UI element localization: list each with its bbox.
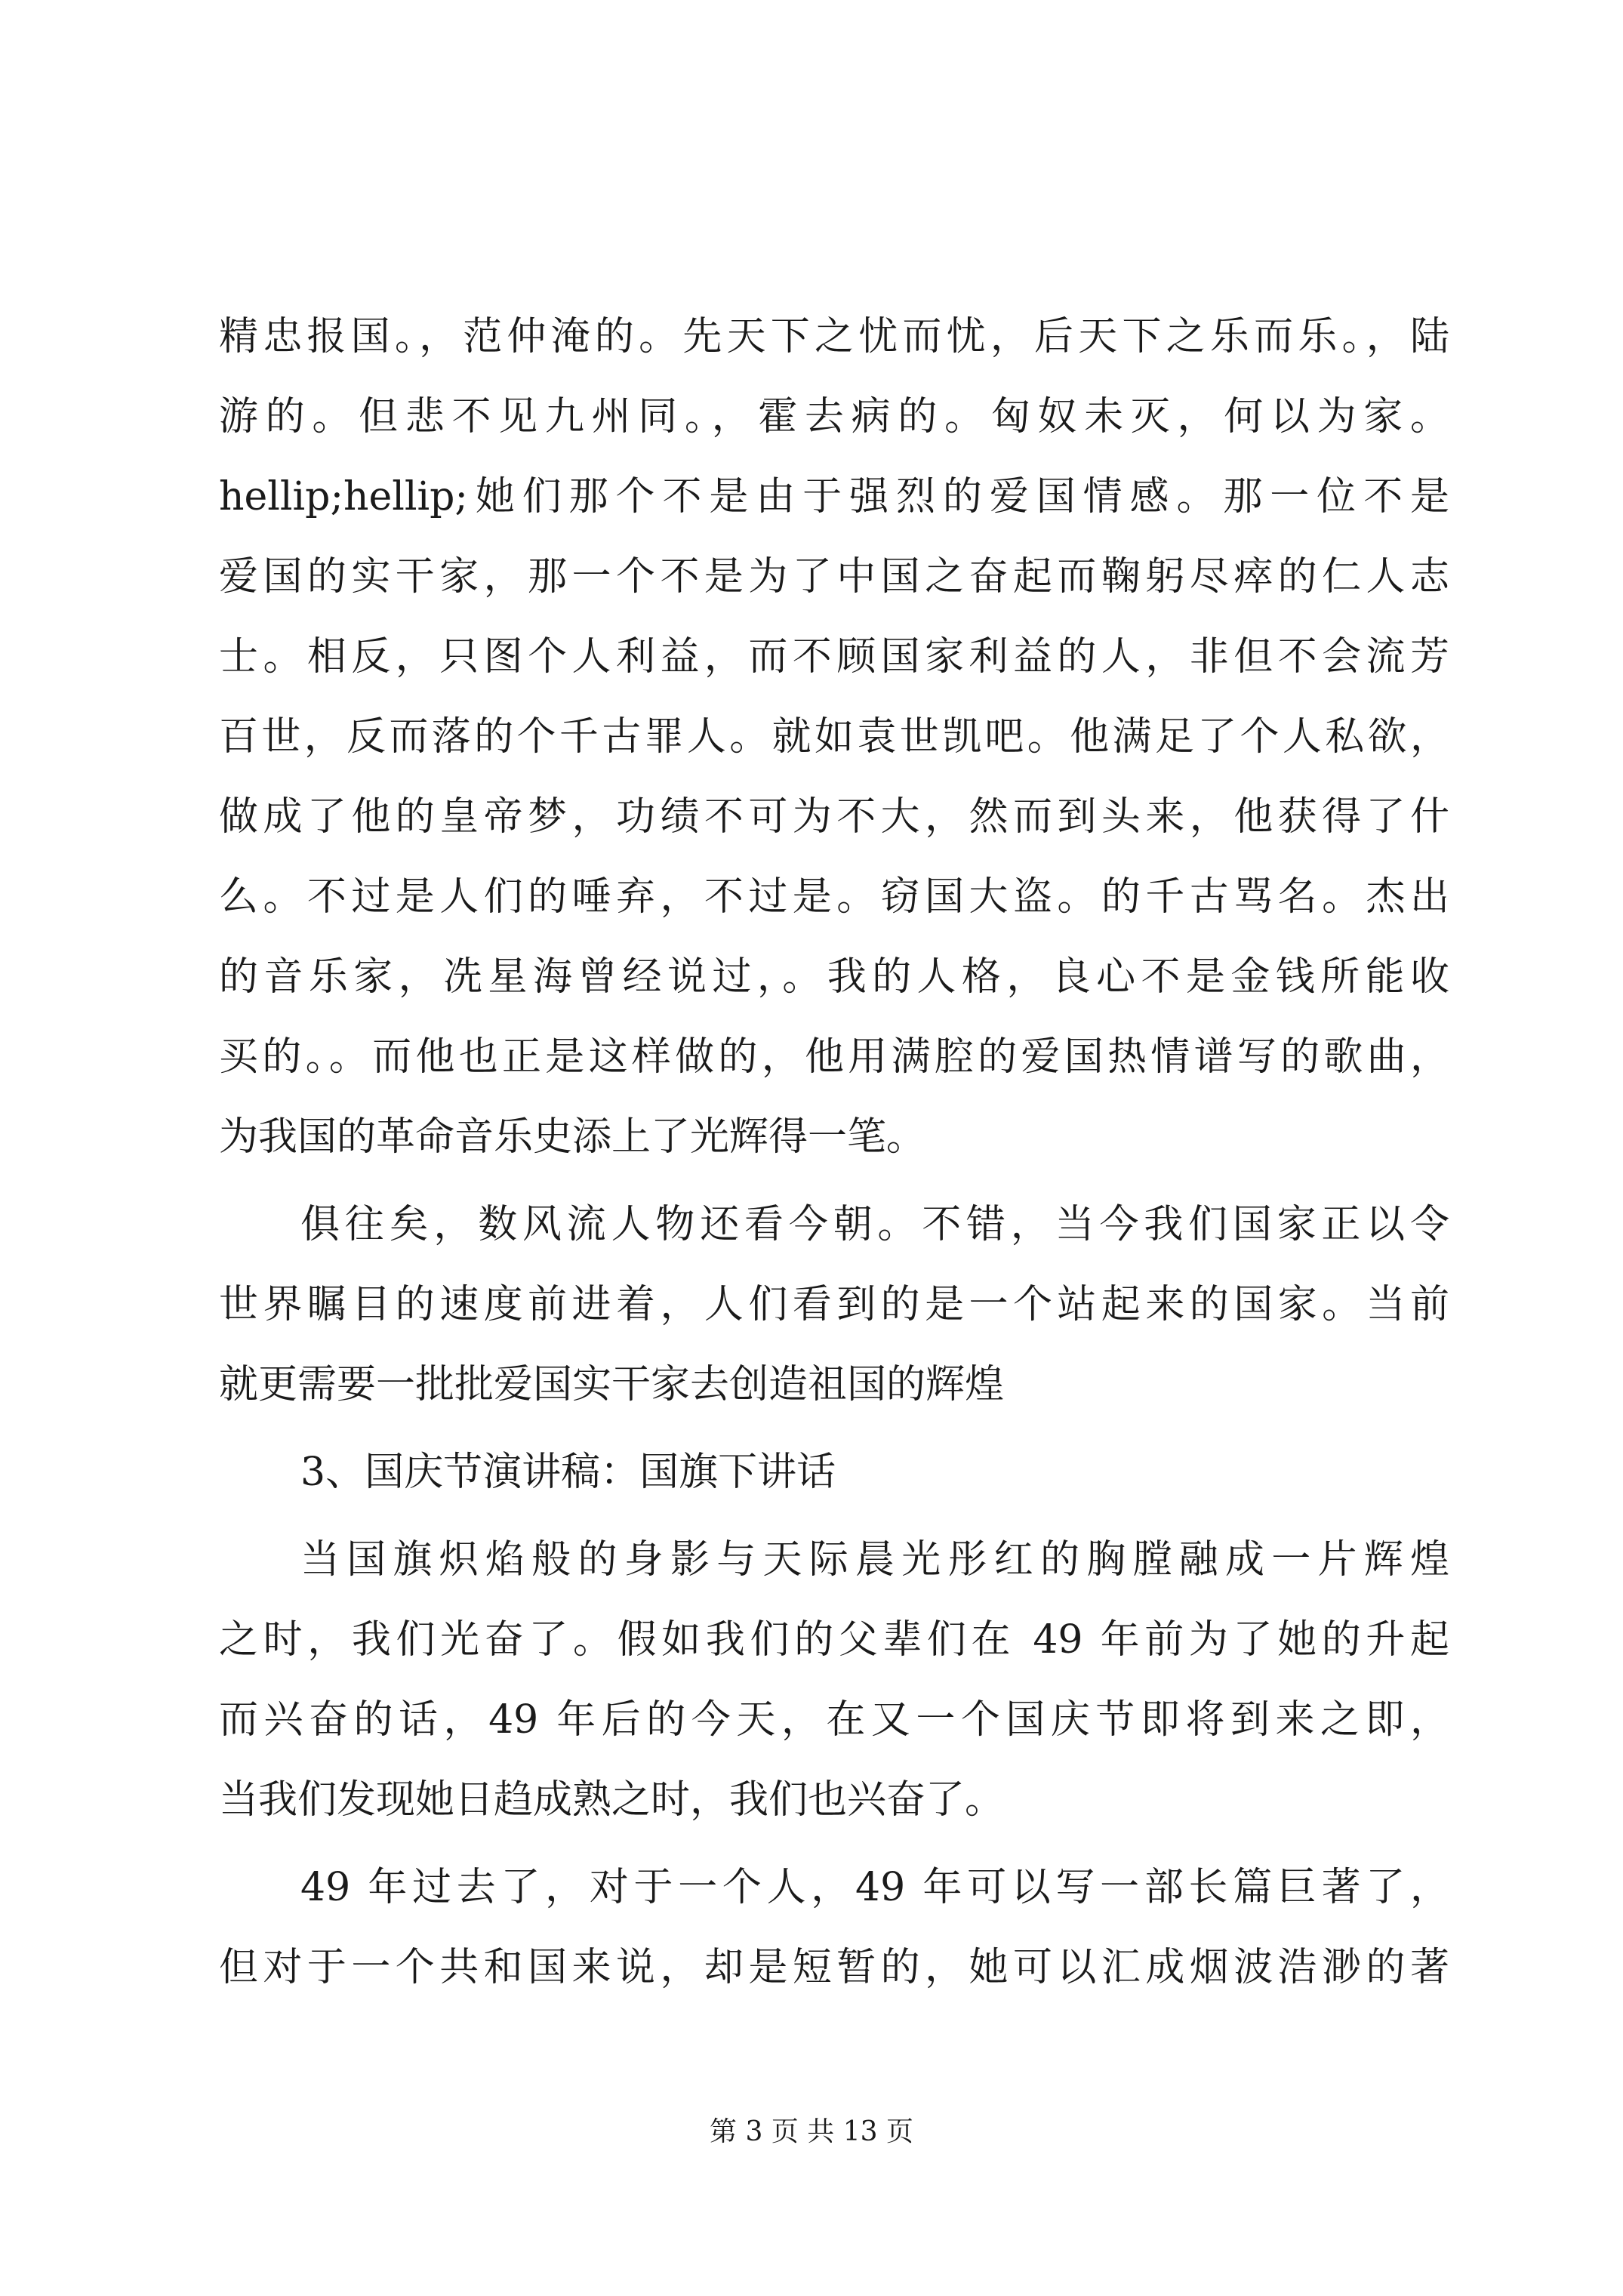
text-line: 49 年过去了，对于一个人，49 年可以写一部长篇巨著了， bbox=[300, 1865, 1449, 1910]
text-line: 精忠报国。，范仲淹的。先天下之忧而忧，后天下之乐而乐。，陆 bbox=[219, 314, 1449, 359]
text-line: 为我国的革命音乐史添上了光辉得一笔。 bbox=[219, 1114, 926, 1160]
text-line: 的音乐家，冼星海曾经说过，。我的人格，良心不是金钱所能收 bbox=[219, 954, 1449, 1000]
text-line: 百世，反而落的个千古罪人。就如袁世凯吧。他满足了个人私欲， bbox=[219, 714, 1449, 760]
section-heading: 3、国庆节演讲稿：国旗下讲话 bbox=[300, 1450, 836, 1495]
text-line: 当国旗炽焰般的身影与天际晨光彤红的胸膛融成一片辉煌 bbox=[300, 1537, 1449, 1583]
text-line: 士。相反，只图个人利益，而不顾国家利益的人，非但不会流芳 bbox=[219, 634, 1449, 680]
page-footer: 第 3 页 共 13 页 bbox=[710, 2116, 913, 2147]
text-line: 之时，我们光奋了。假如我们的父辈们在 49 年前为了她的升起 bbox=[219, 1617, 1449, 1663]
text-line: 俱往矣，数风流人物还看今朝。不错，当今我们国家正以令 bbox=[300, 1202, 1449, 1247]
text-line: 世界瞩目的速度前进着，人们看到的是一个站起来的国家。当前 bbox=[219, 1282, 1449, 1327]
text-line: 游的。但悲不见九州同。，霍去病的。匈奴未灭，何以为家。 bbox=[219, 394, 1449, 439]
body-text bbox=[219, 297, 1449, 2008]
text-line: 但对于一个共和国来说，却是短暂的，她可以汇成烟波浩渺的著 bbox=[219, 1945, 1449, 1990]
text-line: 做成了他的皇帝梦，功绩不可为不大，然而到头来，他获得了什 bbox=[219, 794, 1449, 840]
text-line: 当我们发现她日趋成熟之时，我们也兴奋了。 bbox=[219, 1777, 1005, 1823]
text-line: hellip;hellip;她们那个不是由于强烈的爱国情感。那一位不是 bbox=[219, 474, 1449, 519]
text-line: 就更需要一批批爱国实干家去创造祖国的辉煌 bbox=[219, 1362, 1005, 1407]
text-line: 而兴奋的话，49 年后的今天，在又一个国庆节即将到来之即， bbox=[219, 1697, 1449, 1743]
text-line: 买的。。而他也正是这样做的，他用满腔的爱国热情谱写的歌曲， bbox=[219, 1034, 1449, 1080]
text-line: 么。不过是人们的唾弃，不过是。窃国大盗。的千古骂名。杰出 bbox=[219, 874, 1449, 920]
text-line: 爱国的实干家，那一个不是为了中国之奋起而鞠躬尽瘁的仁人志 bbox=[219, 554, 1449, 599]
